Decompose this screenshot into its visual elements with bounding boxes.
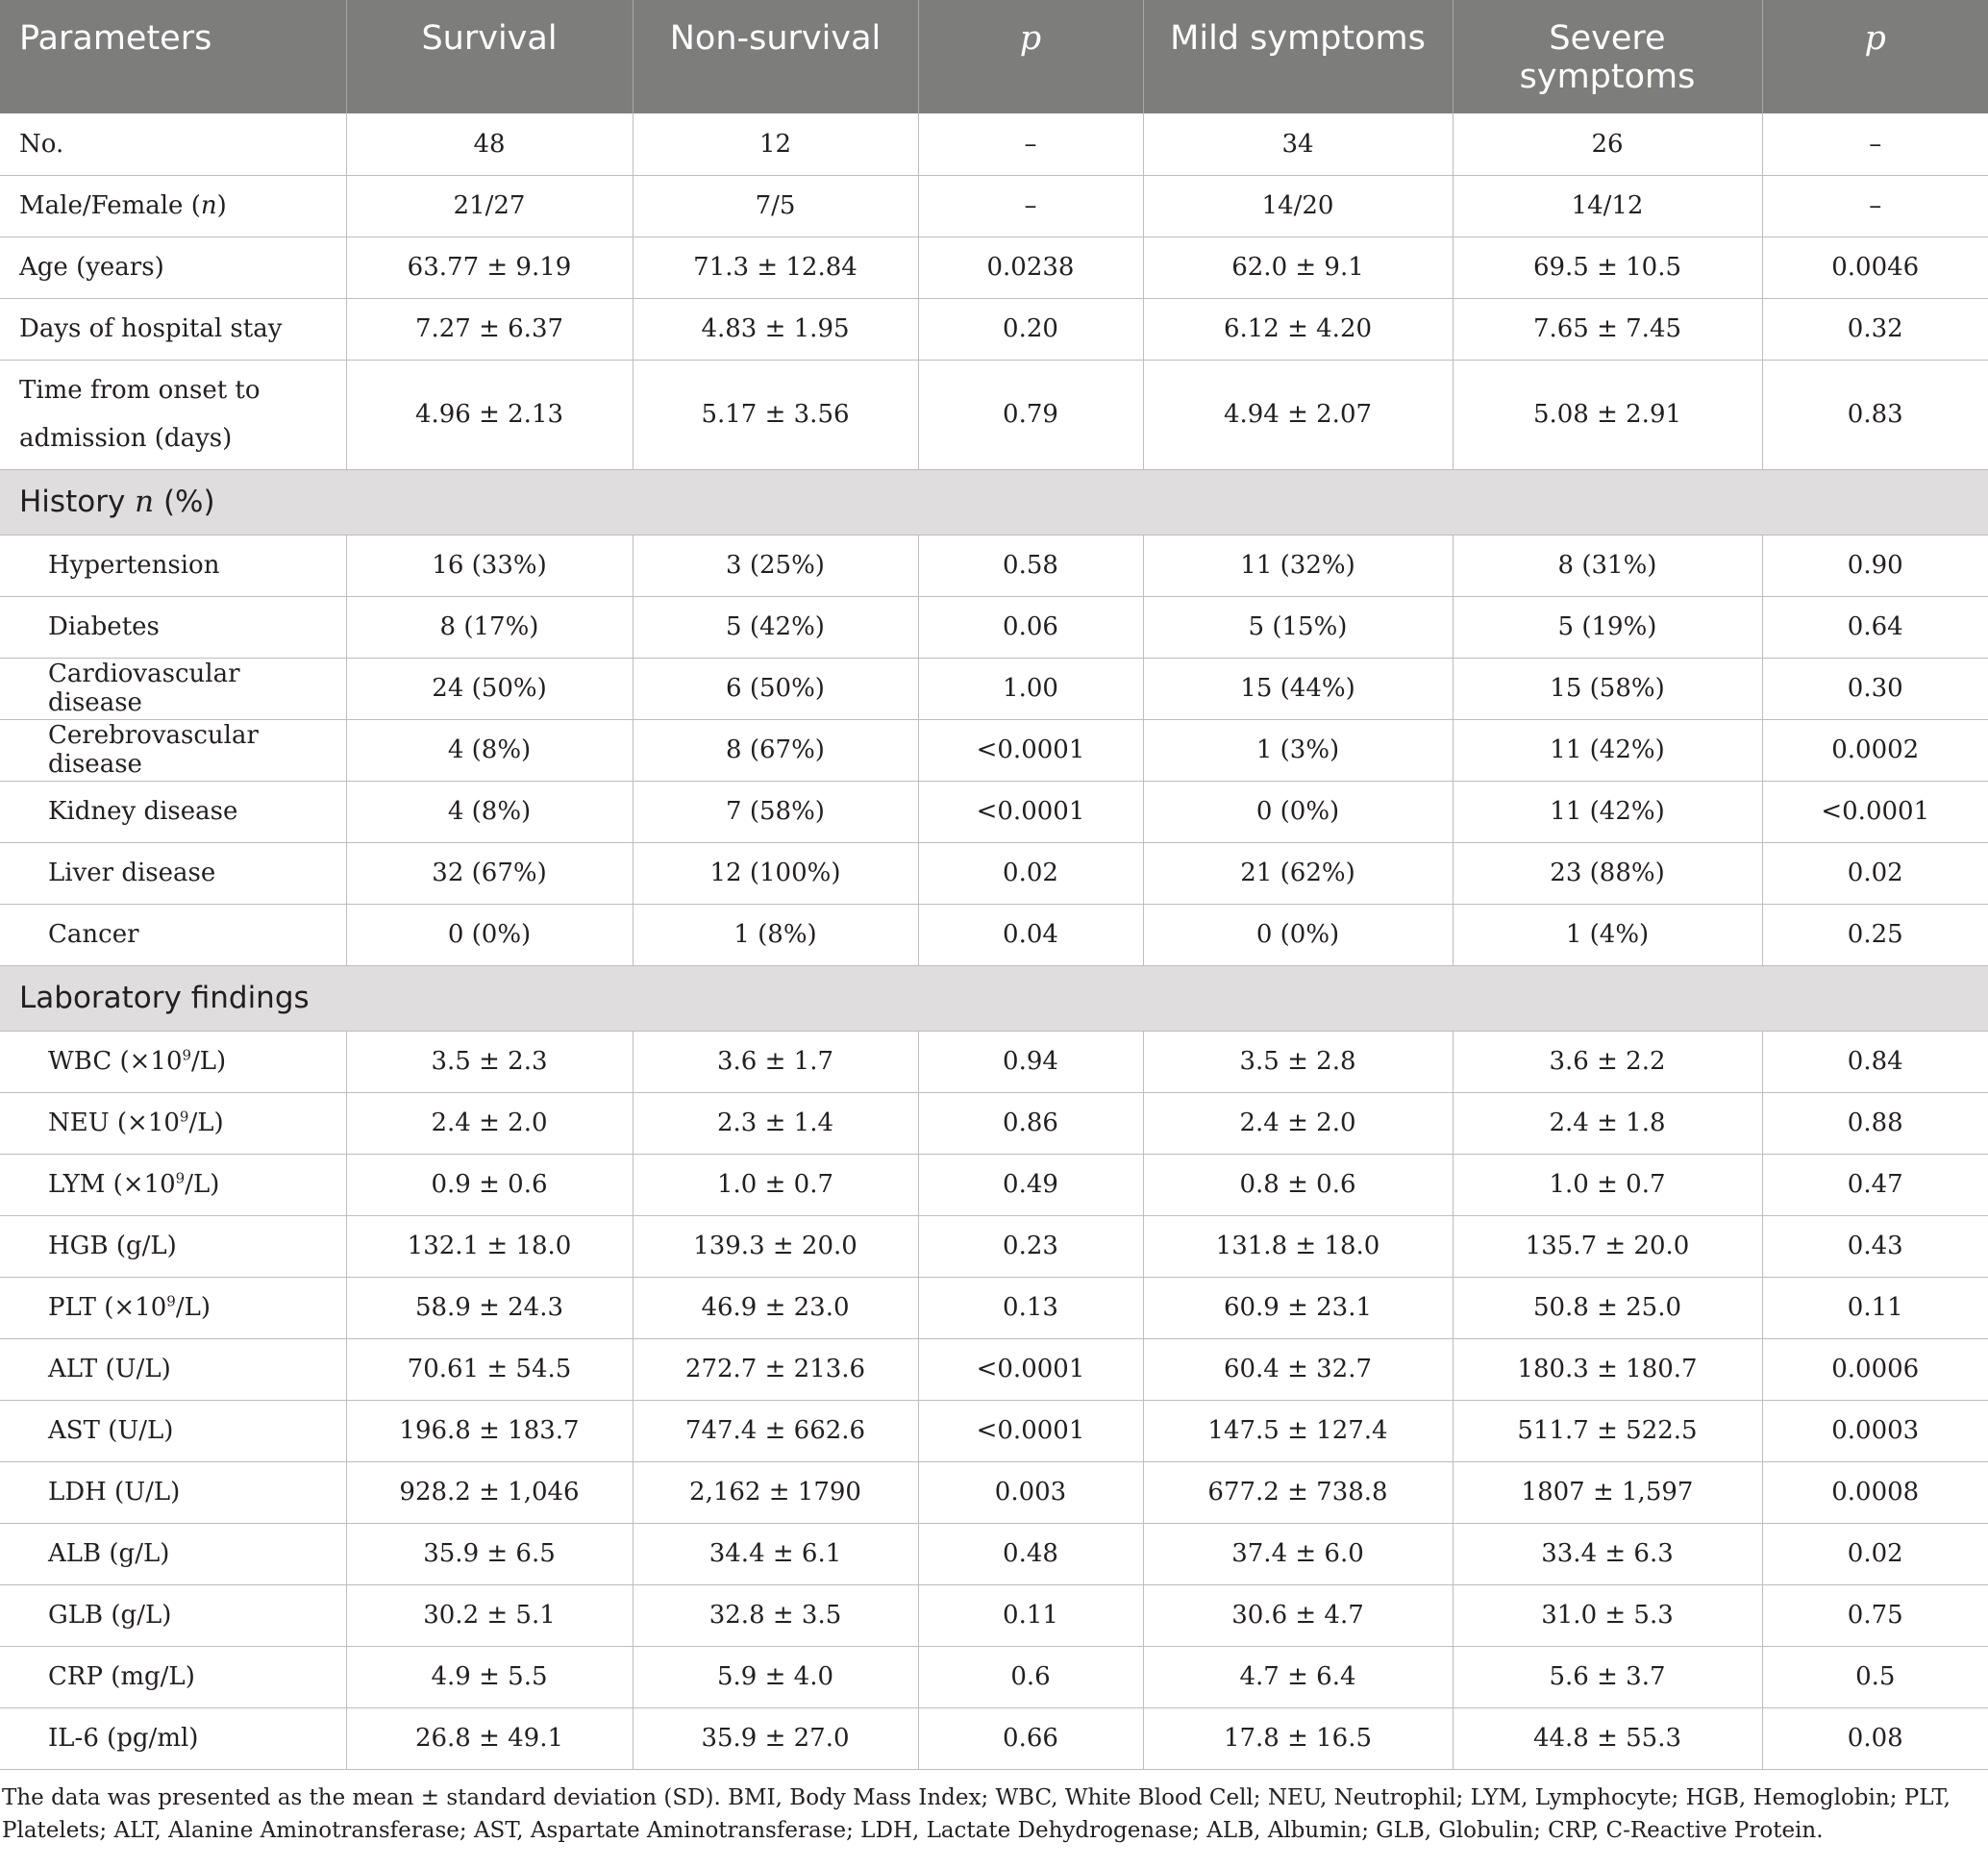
cell-value: 0.47: [1762, 1154, 1988, 1215]
row-label: HGB (g/L): [0, 1215, 346, 1277]
cell-value: 0.20: [918, 298, 1143, 360]
row-label-text: LYM (×10: [48, 1170, 176, 1199]
cell-value: 34: [1143, 113, 1453, 175]
cell-value: <0.0001: [918, 781, 1143, 842]
cell-value: –: [1762, 113, 1988, 175]
row-label-line: Time from onset to: [19, 376, 261, 405]
cell-value: 0.66: [918, 1707, 1143, 1769]
table-row: [0, 1092, 1988, 1154]
cell-value: 5.17 ± 3.56: [633, 360, 918, 469]
row-label: No.: [0, 113, 346, 175]
cell-value: 1.0 ± 0.7: [633, 1154, 918, 1215]
cell-value: 11 (42%): [1453, 719, 1762, 781]
cell-value: 7.65 ± 7.45: [1453, 298, 1762, 360]
cell-value: 30.6 ± 4.7: [1143, 1584, 1453, 1646]
cell-value: 0.23: [918, 1215, 1143, 1277]
cell-value: 50.8 ± 25.0: [1453, 1277, 1762, 1338]
cell-value: 3.6 ± 2.2: [1453, 1031, 1762, 1092]
cell-value: 5 (15%): [1143, 596, 1453, 658]
cell-value: 0.58: [918, 535, 1143, 596]
section-text: History: [19, 485, 136, 519]
table-row: [0, 298, 1988, 360]
cell-value: <0.0001: [918, 1338, 1143, 1400]
cell-value: 0.75: [1762, 1584, 1988, 1646]
row-label-italic: n: [200, 191, 217, 220]
cell-value: 196.8 ± 183.7: [346, 1400, 633, 1461]
cell-value: 0.5: [1762, 1646, 1988, 1707]
table-row: [0, 1215, 1988, 1277]
header-mild-symptoms: Mild symptoms: [1143, 0, 1453, 113]
cell-value: <0.0001: [1762, 781, 1988, 842]
header-row: [0, 0, 1988, 113]
row-label: Liver disease: [0, 842, 346, 904]
cell-value: 69.5 ± 10.5: [1453, 237, 1762, 298]
cell-value: 4.7 ± 6.4: [1143, 1646, 1453, 1707]
cell-value: 0.90: [1762, 535, 1988, 596]
cell-value: 7 (58%): [633, 781, 918, 842]
cell-value: 32 (67%): [346, 842, 633, 904]
cell-value: 46.9 ± 23.0: [633, 1277, 918, 1338]
cell-value: 132.1 ± 18.0: [346, 1215, 633, 1277]
cell-value: 1 (8%): [633, 904, 918, 965]
cell-value: 16 (33%): [346, 535, 633, 596]
table-footnote: The data was presented as the mean ± standard deviation (SD). BMI, Body Mass Index; WBC, White Blood Cell; NEU, Neutrophil; LYM, Lymphocyte; HGB, Hemoglobin; PLT, Platelets; ALT, Alanine Aminotransferase; AST, Aspartate Aminotransferase; LDH, Lactate Dehydrogenase; ALB, Albumin; GLB, Globulin; CRP, C-Reactive Protein.: [2, 1784, 1951, 1843]
section-laboratory-label: Laboratory findings: [0, 965, 1988, 1031]
cell-value: 0.02: [1762, 1523, 1988, 1584]
row-label-text: /L): [188, 1108, 224, 1137]
cell-value: 0 (0%): [1143, 781, 1453, 842]
cell-value: 33.4 ± 6.3: [1453, 1523, 1762, 1584]
cell-value: 32.8 ± 3.5: [633, 1584, 918, 1646]
table-row: [0, 360, 1988, 469]
cell-value: 48: [346, 113, 633, 175]
row-label: IL-6 (pg/ml): [0, 1707, 346, 1769]
cell-value: 0.04: [918, 904, 1143, 965]
cell-value: 58.9 ± 24.3: [346, 1277, 633, 1338]
row-label-text: PLT (×10: [48, 1293, 167, 1322]
cell-value: 12 (100%): [633, 842, 918, 904]
cell-value: 3.5 ± 2.8: [1143, 1031, 1453, 1092]
cell-value: 37.4 ± 6.0: [1143, 1523, 1453, 1584]
cell-value: 135.7 ± 20.0: [1453, 1215, 1762, 1277]
row-label-text: /L): [185, 1170, 220, 1199]
cell-value: 8 (67%): [633, 719, 918, 781]
cell-value: 0.0003: [1762, 1400, 1988, 1461]
cell-value: 928.2 ± 1,046: [346, 1461, 633, 1523]
row-label-text: /L): [191, 1047, 227, 1076]
row-label-superscript: 9: [166, 1292, 176, 1310]
row-label: Cancer: [0, 904, 346, 965]
cell-value: 0.0002: [1762, 719, 1988, 781]
cell-value: 0.49: [918, 1154, 1143, 1215]
cell-value: 180.3 ± 180.7: [1453, 1338, 1762, 1400]
row-label: AST (U/L): [0, 1400, 346, 1461]
row-label: Cardiovascular disease: [0, 658, 346, 719]
row-label: Kidney disease: [0, 781, 346, 842]
cell-value: 0.64: [1762, 596, 1988, 658]
cell-value: 131.8 ± 18.0: [1143, 1215, 1453, 1277]
cell-value: 31.0 ± 5.3: [1453, 1584, 1762, 1646]
row-label-superscript: 9: [175, 1169, 186, 1187]
row-label: ALB (g/L): [0, 1523, 346, 1584]
cell-value: 24 (50%): [346, 658, 633, 719]
cell-value: 4 (8%): [346, 781, 633, 842]
header-severe-symptoms: Severe symptoms: [1453, 0, 1762, 113]
header-parameters: Parameters: [0, 0, 346, 113]
row-label-line: admission (days): [19, 424, 233, 453]
header-survival: Survival: [346, 0, 633, 113]
cell-value: 12: [633, 113, 918, 175]
row-label: Days of hospital stay: [0, 298, 346, 360]
header-non-survival: Non-survival: [633, 0, 918, 113]
cell-value: 2.3 ± 1.4: [633, 1092, 918, 1154]
cell-value: 4.96 ± 2.13: [346, 360, 633, 469]
cell-value: 0.02: [918, 842, 1143, 904]
cell-value: 0.6: [918, 1646, 1143, 1707]
row-label: [0, 360, 346, 469]
cell-value: 0.88: [1762, 1092, 1988, 1154]
table-row: [0, 1277, 1988, 1338]
cell-value: 0.79: [918, 360, 1143, 469]
cell-value: 21 (62%): [1143, 842, 1453, 904]
cell-value: 0 (0%): [346, 904, 633, 965]
section-laboratory: [0, 965, 1988, 1031]
cell-value: 8 (17%): [346, 596, 633, 658]
cell-value: 1.0 ± 0.7: [1453, 1154, 1762, 1215]
cell-value: 0.02: [1762, 842, 1988, 904]
cell-value: 15 (44%): [1143, 658, 1453, 719]
cell-value: 5.9 ± 4.0: [633, 1646, 918, 1707]
cell-value: 147.5 ± 127.4: [1143, 1400, 1453, 1461]
table-row: [0, 1523, 1988, 1584]
table-row: [0, 781, 1988, 842]
cell-value: 0.0006: [1762, 1338, 1988, 1400]
cell-value: 5.08 ± 2.91: [1453, 360, 1762, 469]
row-label-superscript: 9: [179, 1108, 189, 1126]
table-body: [0, 113, 1988, 1769]
table-row: [0, 1646, 1988, 1707]
cell-value: 0.32: [1762, 298, 1988, 360]
row-label: Age (years): [0, 237, 346, 298]
table-row: [0, 1584, 1988, 1646]
cell-value: 30.2 ± 5.1: [346, 1584, 633, 1646]
cell-value: 4 (8%): [346, 719, 633, 781]
cell-value: 63.77 ± 9.19: [346, 237, 633, 298]
cell-value: 1807 ± 1,597: [1453, 1461, 1762, 1523]
cell-value: 139.3 ± 20.0: [633, 1215, 918, 1277]
row-label-text: NEU (×10: [48, 1108, 180, 1137]
cell-value: 34.4 ± 6.1: [633, 1523, 918, 1584]
cell-value: 11 (32%): [1143, 535, 1453, 596]
table-row: [0, 535, 1988, 596]
cell-value: 0.08: [1762, 1707, 1988, 1769]
table-row: [0, 1338, 1988, 1400]
section-text: (%): [154, 485, 215, 519]
cell-value: 1 (3%): [1143, 719, 1453, 781]
cell-value: 4.83 ± 1.95: [633, 298, 918, 360]
table-row: [0, 175, 1988, 237]
row-label: [0, 1092, 346, 1154]
cell-value: 60.4 ± 32.7: [1143, 1338, 1453, 1400]
cell-value: 44.8 ± 55.3: [1453, 1707, 1762, 1769]
cell-value: 23 (88%): [1453, 842, 1762, 904]
table-row: [0, 1461, 1988, 1523]
table-row: [0, 904, 1988, 965]
cell-value: 2.4 ± 1.8: [1453, 1092, 1762, 1154]
cell-value: 15 (58%): [1453, 658, 1762, 719]
cell-value: 4.9 ± 5.5: [346, 1646, 633, 1707]
cell-value: 5 (19%): [1453, 596, 1762, 658]
cell-value: 0.86: [918, 1092, 1143, 1154]
cell-value: 14/20: [1143, 175, 1453, 237]
row-label: [0, 1031, 346, 1092]
cell-value: 3 (25%): [633, 535, 918, 596]
cell-value: –: [1762, 175, 1988, 237]
cell-value: 8 (31%): [1453, 535, 1762, 596]
cell-value: 0.13: [918, 1277, 1143, 1338]
row-label-text: ): [216, 191, 227, 220]
cell-value: 511.7 ± 522.5: [1453, 1400, 1762, 1461]
row-label-text: WBC (×10: [48, 1047, 183, 1076]
cell-value: 3.5 ± 2.3: [346, 1031, 633, 1092]
cell-value: <0.0001: [918, 719, 1143, 781]
table-row: [0, 596, 1988, 658]
table-row: [0, 237, 1988, 298]
table-row: [0, 719, 1988, 781]
cell-value: 1 (4%): [1453, 904, 1762, 965]
cell-value: 60.9 ± 23.1: [1143, 1277, 1453, 1338]
cell-value: 0.48: [918, 1523, 1143, 1584]
cell-value: 0.0046: [1762, 237, 1988, 298]
row-label: Diabetes: [0, 596, 346, 658]
cell-value: 0.8 ± 0.6: [1143, 1154, 1453, 1215]
cell-value: 0.11: [1762, 1277, 1988, 1338]
row-label: LDH (U/L): [0, 1461, 346, 1523]
cell-value: 2,162 ± 1790: [633, 1461, 918, 1523]
cell-value: 2.4 ± 2.0: [346, 1092, 633, 1154]
row-label-superscript: 9: [182, 1046, 192, 1064]
section-history: [0, 469, 1988, 535]
cell-value: 62.0 ± 9.1: [1143, 237, 1453, 298]
cell-value: 272.7 ± 213.6: [633, 1338, 918, 1400]
row-label: ALT (U/L): [0, 1338, 346, 1400]
header-p-value: p: [1762, 0, 1988, 113]
cell-value: 747.4 ± 662.6: [633, 1400, 918, 1461]
cell-value: 6.12 ± 4.20: [1143, 298, 1453, 360]
cell-value: <0.0001: [918, 1400, 1143, 1461]
cell-value: 5 (42%): [633, 596, 918, 658]
cell-value: 0.0008: [1762, 1461, 1988, 1523]
table-row: [0, 113, 1988, 175]
cell-value: 4.94 ± 2.07: [1143, 360, 1453, 469]
row-label: Hypertension: [0, 535, 346, 596]
cell-value: 0.9 ± 0.6: [346, 1154, 633, 1215]
cell-value: 35.9 ± 6.5: [346, 1523, 633, 1584]
section-history-label: [0, 469, 1988, 535]
row-label: CRP (mg/L): [0, 1646, 346, 1707]
cell-value: 5.6 ± 3.7: [1453, 1646, 1762, 1707]
table-row: [0, 1707, 1988, 1769]
cell-value: 35.9 ± 27.0: [633, 1707, 918, 1769]
cell-value: 0 (0%): [1143, 904, 1453, 965]
row-label: [0, 1277, 346, 1338]
cell-value: 0.11: [918, 1584, 1143, 1646]
cell-value: 0.0238: [918, 237, 1143, 298]
cell-value: 1.00: [918, 658, 1143, 719]
cell-value: 0.25: [1762, 904, 1988, 965]
table-row: [0, 1154, 1988, 1215]
cell-value: 0.30: [1762, 658, 1988, 719]
row-label: [0, 1154, 346, 1215]
section-italic: n: [135, 485, 155, 519]
cell-value: 21/27: [346, 175, 633, 237]
table-row: [0, 1031, 1988, 1092]
table-row: [0, 1400, 1988, 1461]
cell-value: 14/12: [1453, 175, 1762, 237]
row-label: GLB (g/L): [0, 1584, 346, 1646]
cell-value: 0.06: [918, 596, 1143, 658]
cell-value: 0.83: [1762, 360, 1988, 469]
row-label: Cerebrovascular disease: [0, 719, 346, 781]
cell-value: 2.4 ± 2.0: [1143, 1092, 1453, 1154]
cell-value: 7/5: [633, 175, 918, 237]
cell-value: 677.2 ± 738.8: [1143, 1461, 1453, 1523]
row-label-text: /L): [175, 1293, 211, 1322]
cell-value: 7.27 ± 6.37: [346, 298, 633, 360]
cell-value: –: [918, 175, 1143, 237]
table-row: [0, 658, 1988, 719]
cell-value: 0.43: [1762, 1215, 1988, 1277]
cell-value: 0.84: [1762, 1031, 1988, 1092]
cell-value: 0.003: [918, 1461, 1143, 1523]
cell-value: 0.94: [918, 1031, 1143, 1092]
cell-value: 11 (42%): [1453, 781, 1762, 842]
cell-value: 6 (50%): [633, 658, 918, 719]
table-row: [0, 842, 1988, 904]
header-p-value: p: [918, 0, 1143, 113]
cell-value: 70.61 ± 54.5: [346, 1338, 633, 1400]
cell-value: 71.3 ± 12.84: [633, 237, 918, 298]
cell-value: 26: [1453, 113, 1762, 175]
cell-value: 26.8 ± 49.1: [346, 1707, 633, 1769]
cell-value: 3.6 ± 1.7: [633, 1031, 918, 1092]
cell-value: 17.8 ± 16.5: [1143, 1707, 1453, 1769]
row-label: [0, 175, 346, 237]
row-label-text: Male/Female (: [19, 191, 201, 220]
cell-value: –: [918, 113, 1143, 175]
